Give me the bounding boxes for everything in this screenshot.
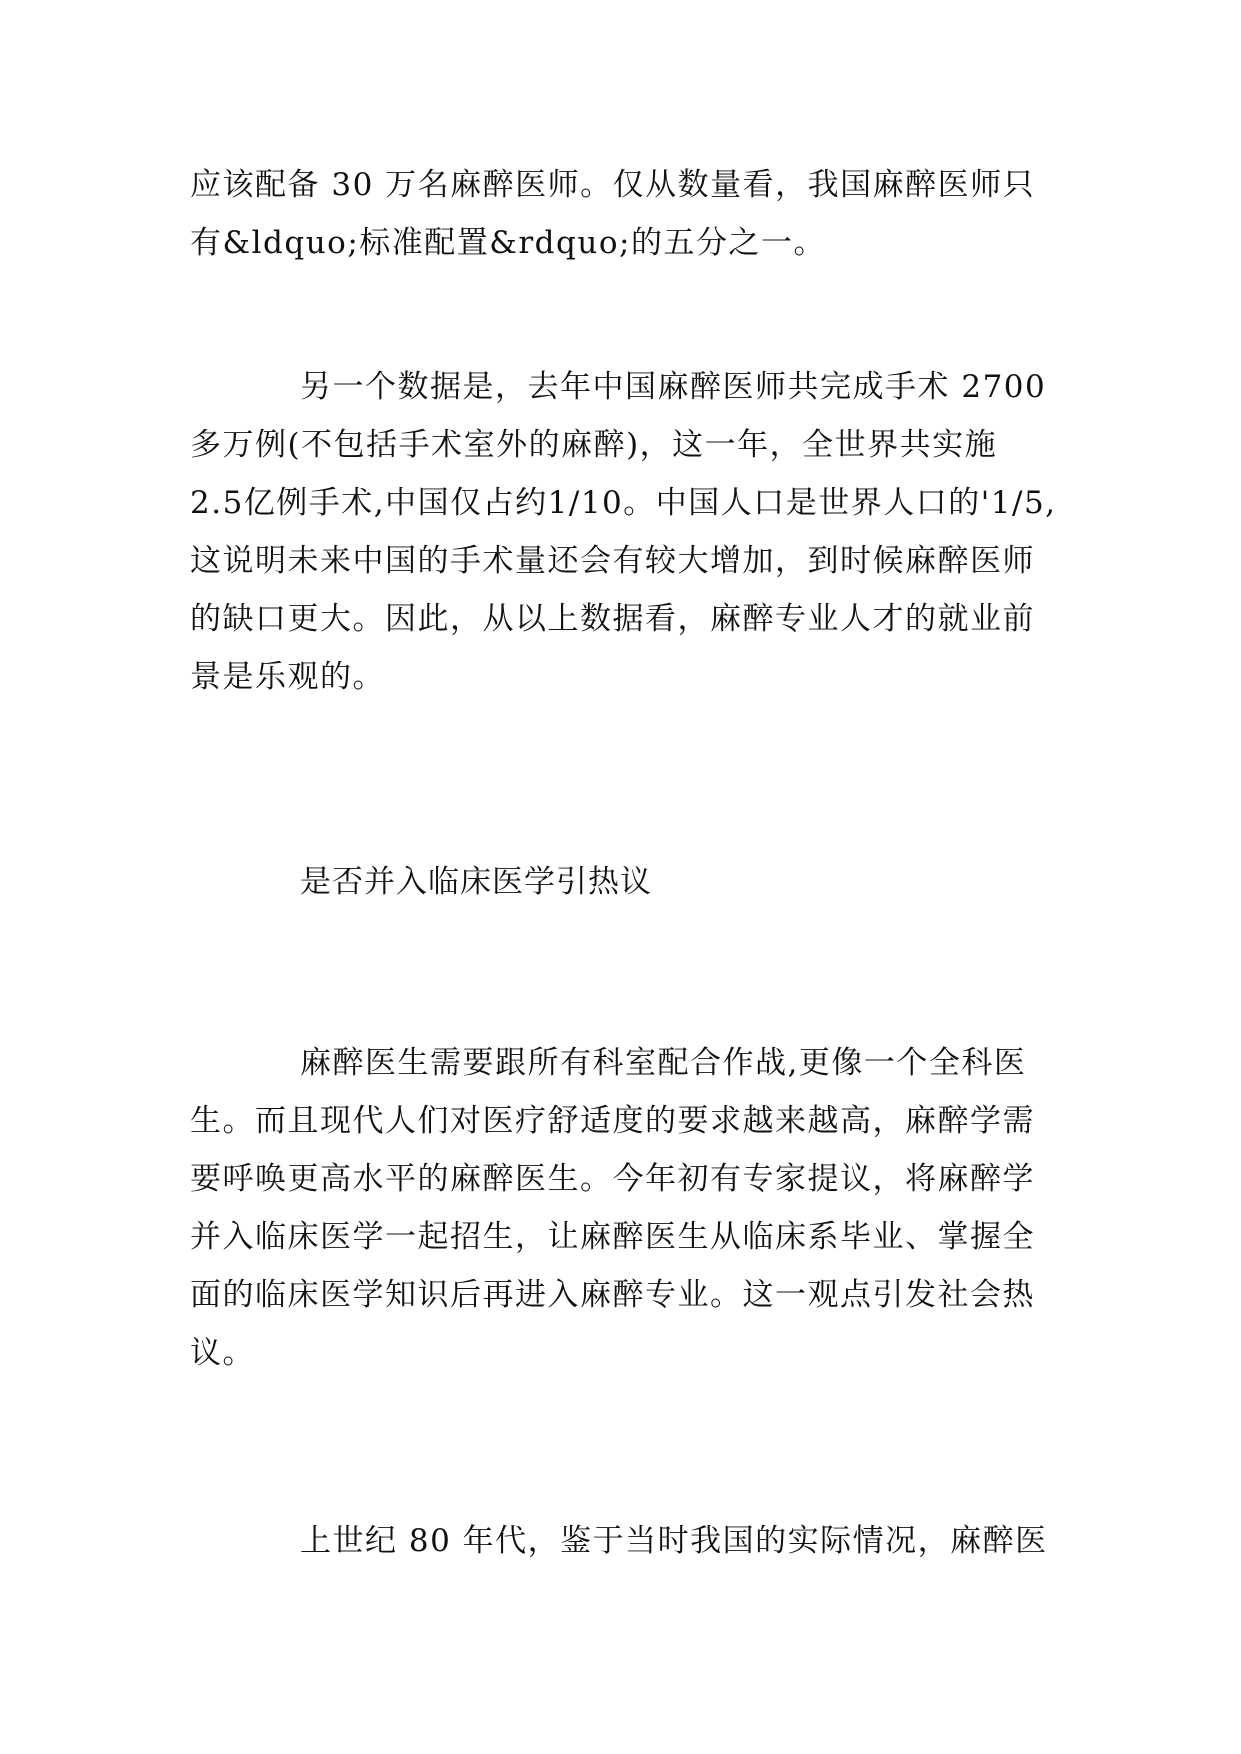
paragraph-3-line-2: 生。而且现代人们对医疗舒适度的要求越来越高，麻醉学需 xyxy=(190,1103,1035,1139)
paragraph-2-line-1: 另一个数据是，去年中国麻醉医师共完成手术 2700 xyxy=(300,369,1047,405)
paragraph-2-line-2: 多万例(不包括手术室外的麻醉)，这一年，全世界共实施 xyxy=(190,427,998,463)
paragraph-4-line-1: 上世纪 80 年代，鉴于当时我国的实际情况，麻醉医 xyxy=(300,1523,1048,1559)
paragraph-3-line-4: 并入临床医学一起招生，让麻醉医生从临床系毕业、掌握全 xyxy=(190,1219,1035,1255)
paragraph-2-line-3: 2.5亿例手术,中国仅占约1/10。中国人口是世界人口的'1/5, xyxy=(190,485,1057,521)
paragraph-1 xyxy=(190,156,1050,272)
paragraph-3-line-5: 面的临床医学知识后再进入麻醉专业。这一观点引发社会热 xyxy=(190,1277,1035,1313)
paragraph-1-line-2: 有&ldquo;标准配置&rdquo;的五分之一。 xyxy=(190,225,826,261)
paragraph-3-line-3: 要呼唤更高水平的麻醉医生。今年初有专家提议，将麻醉学 xyxy=(190,1161,1035,1197)
paragraph-3-line-6: 议。 xyxy=(190,1335,255,1371)
paragraph-2-line-4: 这说明未来中国的手术量还会有较大增加，到时候麻醉医师 xyxy=(190,543,1035,579)
paragraph-2-line-5: 的缺口更大。因此，从以上数据看，麻醉专业人才的就业前 xyxy=(190,601,1035,637)
paragraph-2-line-6: 景是乐观的。 xyxy=(190,659,385,695)
paragraph-3-line-1: 麻醉医生需要跟所有科室配合作战,更像一个全科医 xyxy=(300,1045,1027,1081)
section-heading: 是否并入临床医学引热议 xyxy=(300,864,652,900)
paragraph-3 xyxy=(190,1034,1050,1382)
paragraph-1-line-1: 应该配备 30 万名麻醉医师。仅从数量看，我国麻醉医师只 xyxy=(190,167,1036,203)
paragraph-2 xyxy=(190,358,1057,706)
paragraph-4 xyxy=(190,1512,1050,1570)
